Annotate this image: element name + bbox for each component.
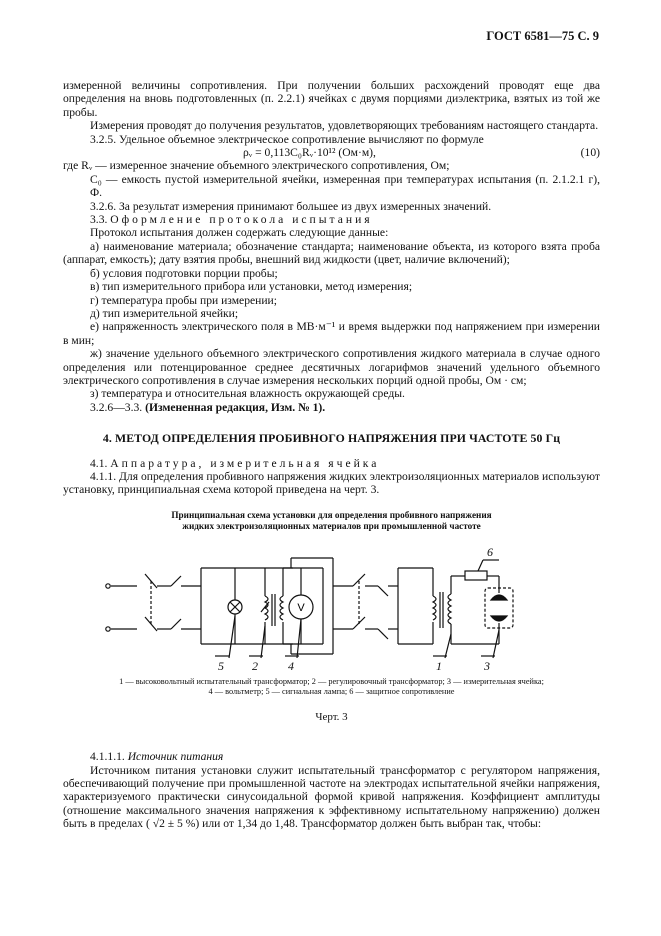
callout-6: 6 (487, 544, 493, 559)
input-terminal-top (106, 584, 110, 588)
callout-2: 2 (252, 658, 258, 673)
circuit-diagram (53, 538, 553, 673)
list-item: е) напряженность электрического поля в МВ·м⁻¹ и время выдержки под напряжением при измерении в мин; (63, 320, 600, 347)
figure-label: Черт. 3 (315, 710, 348, 723)
callout-3: 3 (484, 658, 490, 673)
list-item: а) наименование материала; обозначение стандарта; наименование объекта, из которого взята проба (аппарат, емкость); дату взятия пробы, внешний вид жидкости (цвет, наличие включений); (63, 239, 600, 267)
clause-4-1 (63, 457, 600, 470)
clause-3-3-number: 3.3. (90, 213, 108, 227)
power-source-paragraph: Источником питания установки служит испытательный трансформатор с регулятором напряжения, обеспечивающий получение при промышленной частоте на электродах испытательной ячейки напряжения, характеризуемого практически синусоидальной формой кривой напряжения. Коэффициент амплитуды (отношение максимального значения напряжения к эффективному испытательному напряжению) должен быть в пределах ( √2 ± 5 %) или от 1,34 до 1,48. Трансформатор должен быть выбран так, чтобы: (63, 763, 600, 831)
clause-4-1-1-1-number: 4.1.1.1. (90, 750, 125, 764)
scheme-title (63, 510, 600, 532)
voltmeter-symbol: V (297, 601, 305, 614)
clause-4-1-1-1 (63, 750, 600, 763)
hv-transformer-primary (433, 596, 436, 620)
page-header: ГОСТ 6581—75 С. 9 (486, 29, 599, 43)
definitions (63, 159, 600, 199)
formula-line (63, 146, 600, 159)
repeat-paragraph: Измерения проводят до получения результатов, удовлетворяющих требованиям настоящего стандарта. (90, 119, 599, 133)
definition-rv: где Rᵥ — измеренное значение объемного электрического сопротивления, Ом; (63, 159, 450, 173)
definition-c0: C₀ — емкость пустой измерительной ячейки, измеренная при температурах испытания (п. 2.1.2.1 г), Ф. (90, 172, 600, 200)
list-item: з) температура и относительная влажность окружающей среды. (90, 387, 405, 401)
intro-paragraph: измеренной величины сопротивления. При получении больших расхождений проводят еще два определения на вновь подготовленных (п. 2.2.1) ячейках с двумя порциями диэлектрика, взятых из той же пробы. (63, 79, 600, 119)
caption-line-2: 4 — вольтметр; 5 — сигнальная лампа; 6 — защитное сопротивление (208, 686, 455, 696)
scheme-title-line-2: жидких электроизоляционных материалов при промышленной частоте (182, 520, 481, 531)
clause-3-2-5: 3.2.5. Удельное объемное электрическое сопротивление вычисляют по формуле (90, 132, 484, 146)
list-item: г) температура пробы при измерении; (90, 293, 277, 307)
callout-5: 5 (218, 658, 224, 673)
formula-number: (10) (580, 146, 600, 160)
edition-note-prefix: 3.2.6—3.3. (90, 400, 143, 414)
clause-4-1-1: 4.1.1. Для определения пробивного напряжения жидких электроизоляционных материалов используют установку, принципиальная схема которой приведена на черт. 3. (63, 469, 600, 497)
hv-transformer-secondary (448, 594, 451, 624)
list-item: б) условия подготовки порции пробы; (90, 266, 278, 280)
clause-3-2-6: 3.2.6. За результат измерения принимают большее из двух измеренных значений. (90, 199, 492, 213)
list-item: в) тип измерительного прибора или установки, метод измерения; (90, 280, 413, 294)
edition-note-bold: (Измененная редакция, Изм. № 1). (145, 400, 326, 414)
section-4-heading: 4. МЕТОД ОПРЕДЕЛЕНИЯ ПРОБИВНОГО НАПРЯЖЕНИЯ ПРИ ЧАСТОТЕ 50 Гц (102, 431, 561, 446)
clause-3-3-title: Оформление протокола испытания (110, 213, 373, 227)
input-terminal-bottom (106, 627, 110, 631)
list-item: ж) значение удельного объемного электрического сопротивления жидкого материала в случае одного определения или потенцированное среднее десятичных логарифмов значений удельного объемного электрического сопротивления в случае измерения нескольких порций одной пробы, Ом · см; (63, 347, 600, 387)
clause-3-3 (63, 213, 600, 226)
document-body (63, 79, 600, 831)
clause-4-1-number: 4.1. (90, 456, 108, 470)
scheme-title-line-1: Принципиальная схема установки для определения пробивного напряжения (171, 509, 492, 520)
figure-caption (63, 677, 600, 697)
measuring-cell (485, 588, 513, 628)
list-item: д) тип измерительной ячейки; (90, 306, 239, 320)
protocol-list (63, 240, 600, 401)
protective-resistor (465, 571, 487, 580)
edition-note (63, 401, 600, 414)
callout-1: 1 (436, 658, 442, 673)
clause-4-1-title: Аппаратура, измерительная ячейка (110, 456, 380, 470)
callout-4: 4 (288, 658, 294, 673)
clause-4-1-1-1-title: Источник питания (127, 750, 224, 764)
caption-line-1: 1 — высоковольтный испытательный трансформатор; 2 — регулировочный трансформатор; 3 — измерительная ячейка; (119, 676, 544, 686)
protocol-intro: Протокол испытания должен содержать следующие данные: (90, 226, 389, 240)
formula: ρᵥ = 0,113C₀Rᵥ·10¹² (Ом·м), (243, 146, 376, 160)
regulating-transformer-primary (265, 596, 268, 620)
